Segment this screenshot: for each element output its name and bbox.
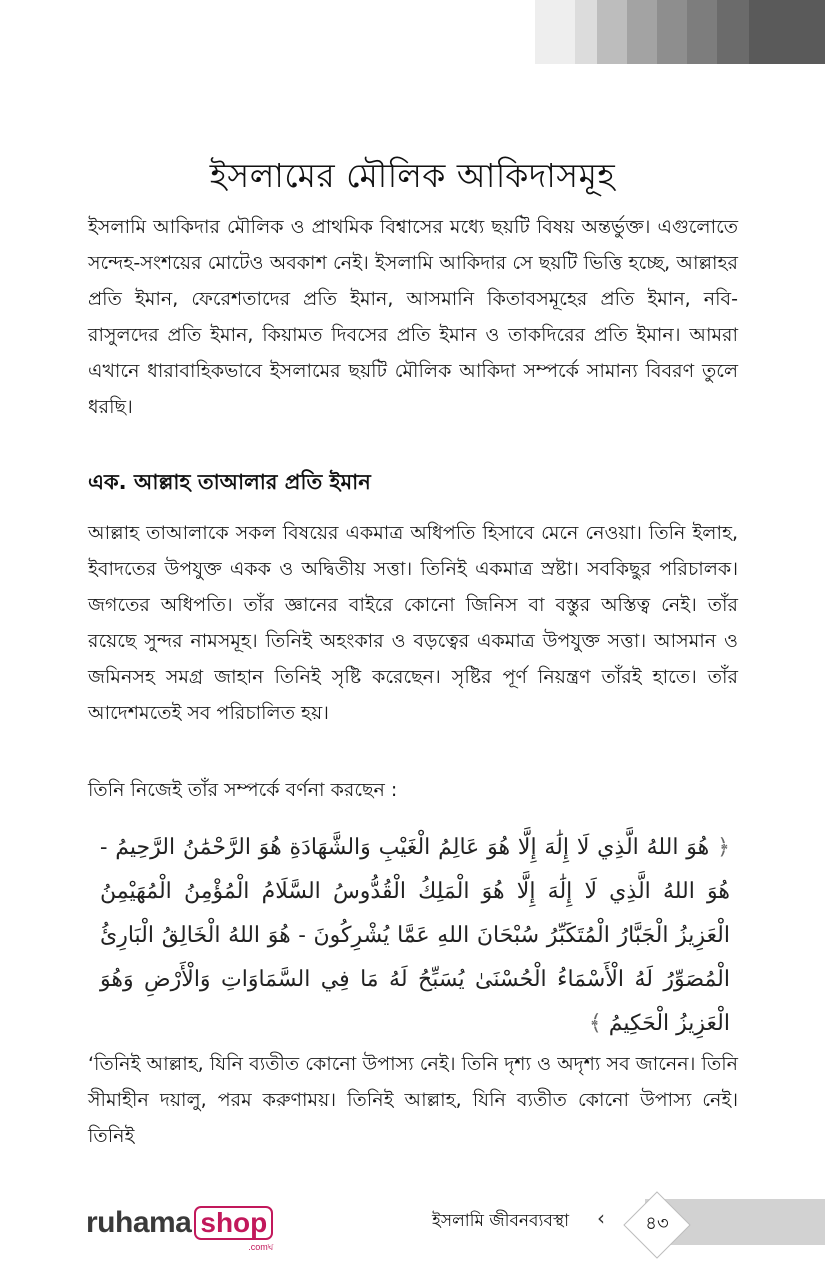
ornate-bracket-open: ﴿ (717, 835, 730, 860)
section-heading: এক. আল্লাহ তাআলার প্রতি ইমান (88, 470, 371, 494)
quran-verse (100, 826, 730, 1046)
publisher-logo (86, 1206, 273, 1252)
decor-bar (749, 0, 825, 64)
page-title: ইসলামের মৌলিক আকিদাসমূহ (209, 156, 616, 195)
footer-book-title: ইসলামি জীবনব্যবস্থা (432, 1211, 570, 1231)
decor-bar (627, 0, 657, 64)
decor-bar (657, 0, 687, 64)
chevron-left-icon: ‹ (597, 1206, 605, 1230)
logo-domain: .comঘ (248, 1242, 274, 1252)
intro-paragraph: ইসলামি আকিদার মৌলিক ও প্রাথমিক বিশ্বাসের মধ্যে ছয়টি বিষয় অন্তর্ভুক্ত। এগুলোতে সন্দেহ-সংশয়ের মোটেও অবকাশ নেই। ইসলামি আকিদার সে ছয়টি ভিত্তি হচ্ছে, আল্লাহর প্রতি ইমান, ফেরেশতাদের প্রতি ইমান, আসমানি কিতাবসমূহের প্রতি ইমান, নবি-রাসুলদের প্রতি ইমান, কিয়ামত দিবসের প্রতি ইমান ও তাকদিরের প্রতি ইমান। আমরা এখানে ধারাবাহিকভাবে ইসলামের ছয়টি মৌলিক আকিদা সম্পর্কে সামান্য বিবরণ তুলে ধরছি। (88, 216, 738, 418)
quote-intro: তিনি নিজেই তাঁর সম্পর্কে বর্ণনা করছেন : (88, 779, 398, 801)
decor-bar (597, 0, 627, 64)
decor-bar (717, 0, 749, 64)
logo-accent-wrap (194, 1206, 274, 1252)
ornate-bracket-close: ﴾ (588, 1011, 602, 1036)
decor-bar (535, 0, 575, 64)
translation-paragraph: ‘তিনিই আল্লাহ, যিনি ব্যতীত কোনো উপাস্য নেই। তিনি দৃশ্য ও অদৃশ্য সব জানেন। তিনি সীমাহীন দয়ালু, পরম করুণাময়। তিনিই আল্লাহ, যিনি ব্যতীত কোনো উপাস্য নেই। তিনিই (88, 1053, 738, 1147)
section-paragraph: আল্লাহ তাআলাকে সকল বিষয়ের একমাত্র অধিপতি হিসাবে মেনে নেওয়া। তিনি ইলাহ, ইবাদতের উপযুক্ত একক ও অদ্বিতীয় সত্তা। তিনিই একমাত্র স্রষ্টা। সবকিছুর পরিচালক। জগতের অধিপতি। তাঁর জ্ঞানের বাইরে কোনো জিনিস বা বস্তুর অস্তিত্ব নেই। তাঁর রয়েছে সুন্দর নামসমূহ। তিনিই অহংকার ও বড়ত্বের একমাত্র উপযুক্ত সত্তা। আসমান ও জমিনসহ সমগ্র জাহান তিনিই সৃষ্টি করেছেন। সৃষ্টির পূর্ণ নিয়ন্ত্রণ তাঁরই হাতে। তাঁর আদেশমতেই সব পরিচালিত হয়। (88, 522, 738, 724)
logo-shop-badge: shop (194, 1206, 273, 1240)
header-decor-bars (535, 0, 825, 64)
quran-verse-text: هُوَ اللهُ الَّذِي لَا إِلَٰهَ إِلَّا هُوَ عَالِمُ الْغَيْبِ وَالشَّهَادَةِ هُوَ الرَّحْمَٰنُ الرَّحِيمُ - هُوَ اللهُ الَّذِي لَا إِلَٰهَ إِلَّا هُوَ الْمَلِكُ الْقُدُّوسُ السَّلَامُ الْمُؤْمِنُ الْمُهَيْمِنُ الْعَزِيزُ الْجَبَّارُ الْمُتَكَبِّرُ سُبْحَانَ اللهِ عَمَّا يُشْرِكُونَ - هُوَ اللهُ الْخَالِقُ الْبَارِئُ الْمُصَوِّرُ لَهُ الْأَسْمَاءُ الْحُسْنَىٰ يُسَبِّحُ لَهُ مَا فِي السَّمَاوَاتِ وَالْأَرْضِ وَهُوَ الْعَزِيزُ الْحَكِيمُ (100, 835, 730, 1036)
decor-bar (575, 0, 597, 64)
page-number: ৪৩ (645, 1213, 669, 1234)
logo-wordmark: ruhama (86, 1206, 192, 1239)
decor-bar (687, 0, 717, 64)
